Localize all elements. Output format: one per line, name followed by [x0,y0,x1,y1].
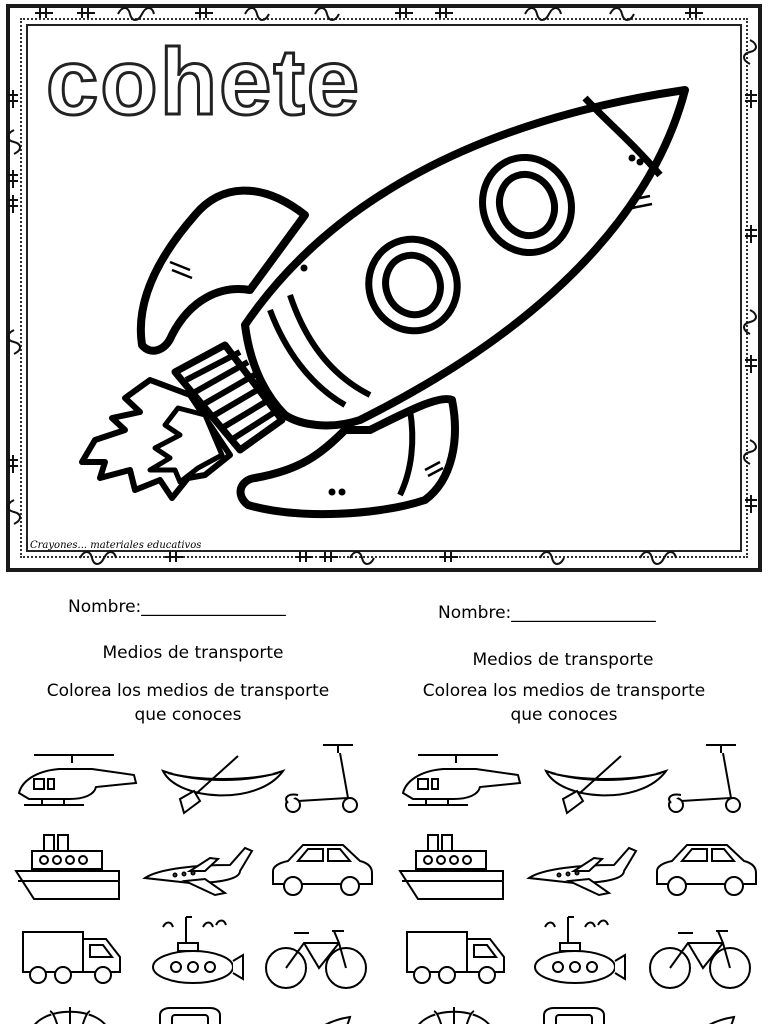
scooter-icon [286,745,357,812]
bicycle-icon [266,931,366,988]
bus-icon [160,1008,220,1024]
car-icon [273,845,372,895]
rocket-icon [684,1017,734,1024]
car-icon [657,845,756,895]
submarine-icon [153,917,243,983]
canoe-icon [546,756,666,813]
ship-icon [400,835,503,899]
helicopter-icon [19,755,136,805]
hot-air-balloon-icon [30,1007,110,1024]
bicycle-icon [650,931,750,988]
worksheet-heading-left: Medios de transporte [102,643,284,663]
worksheet-instruction-left-2: que conoces [134,705,242,725]
worksheet-heading-right: Medios de transporte [472,650,654,670]
name-field-right[interactable]: Nombre:_________________ [438,603,656,623]
truck-icon [407,932,504,983]
submarine-icon [535,917,625,983]
worksheet-instruction-left-1: Colorea los medios de transporte [46,681,330,701]
rocket-illustration [60,80,700,530]
rocket-icon [300,1017,350,1024]
truck-icon [23,932,120,983]
airplane-icon [145,848,252,895]
worksheet-instruction-right-2: que conoces [510,705,618,725]
airplane-icon [529,848,636,895]
canoe-icon [163,756,283,813]
helicopter-icon [403,755,520,805]
poster-credit: Crayones... materiales educativos [30,540,202,551]
name-field-left[interactable]: Nombre:_________________ [68,597,286,617]
transport-icon-grids [0,735,768,1024]
scooter-icon [669,745,740,812]
poster-title: cohete [46,29,361,128]
hot-air-balloon-icon [414,1007,494,1024]
worksheet-instruction-right-1: Colorea los medios de transporte [422,681,706,701]
bus-icon [544,1008,604,1024]
ship-icon [16,835,119,899]
